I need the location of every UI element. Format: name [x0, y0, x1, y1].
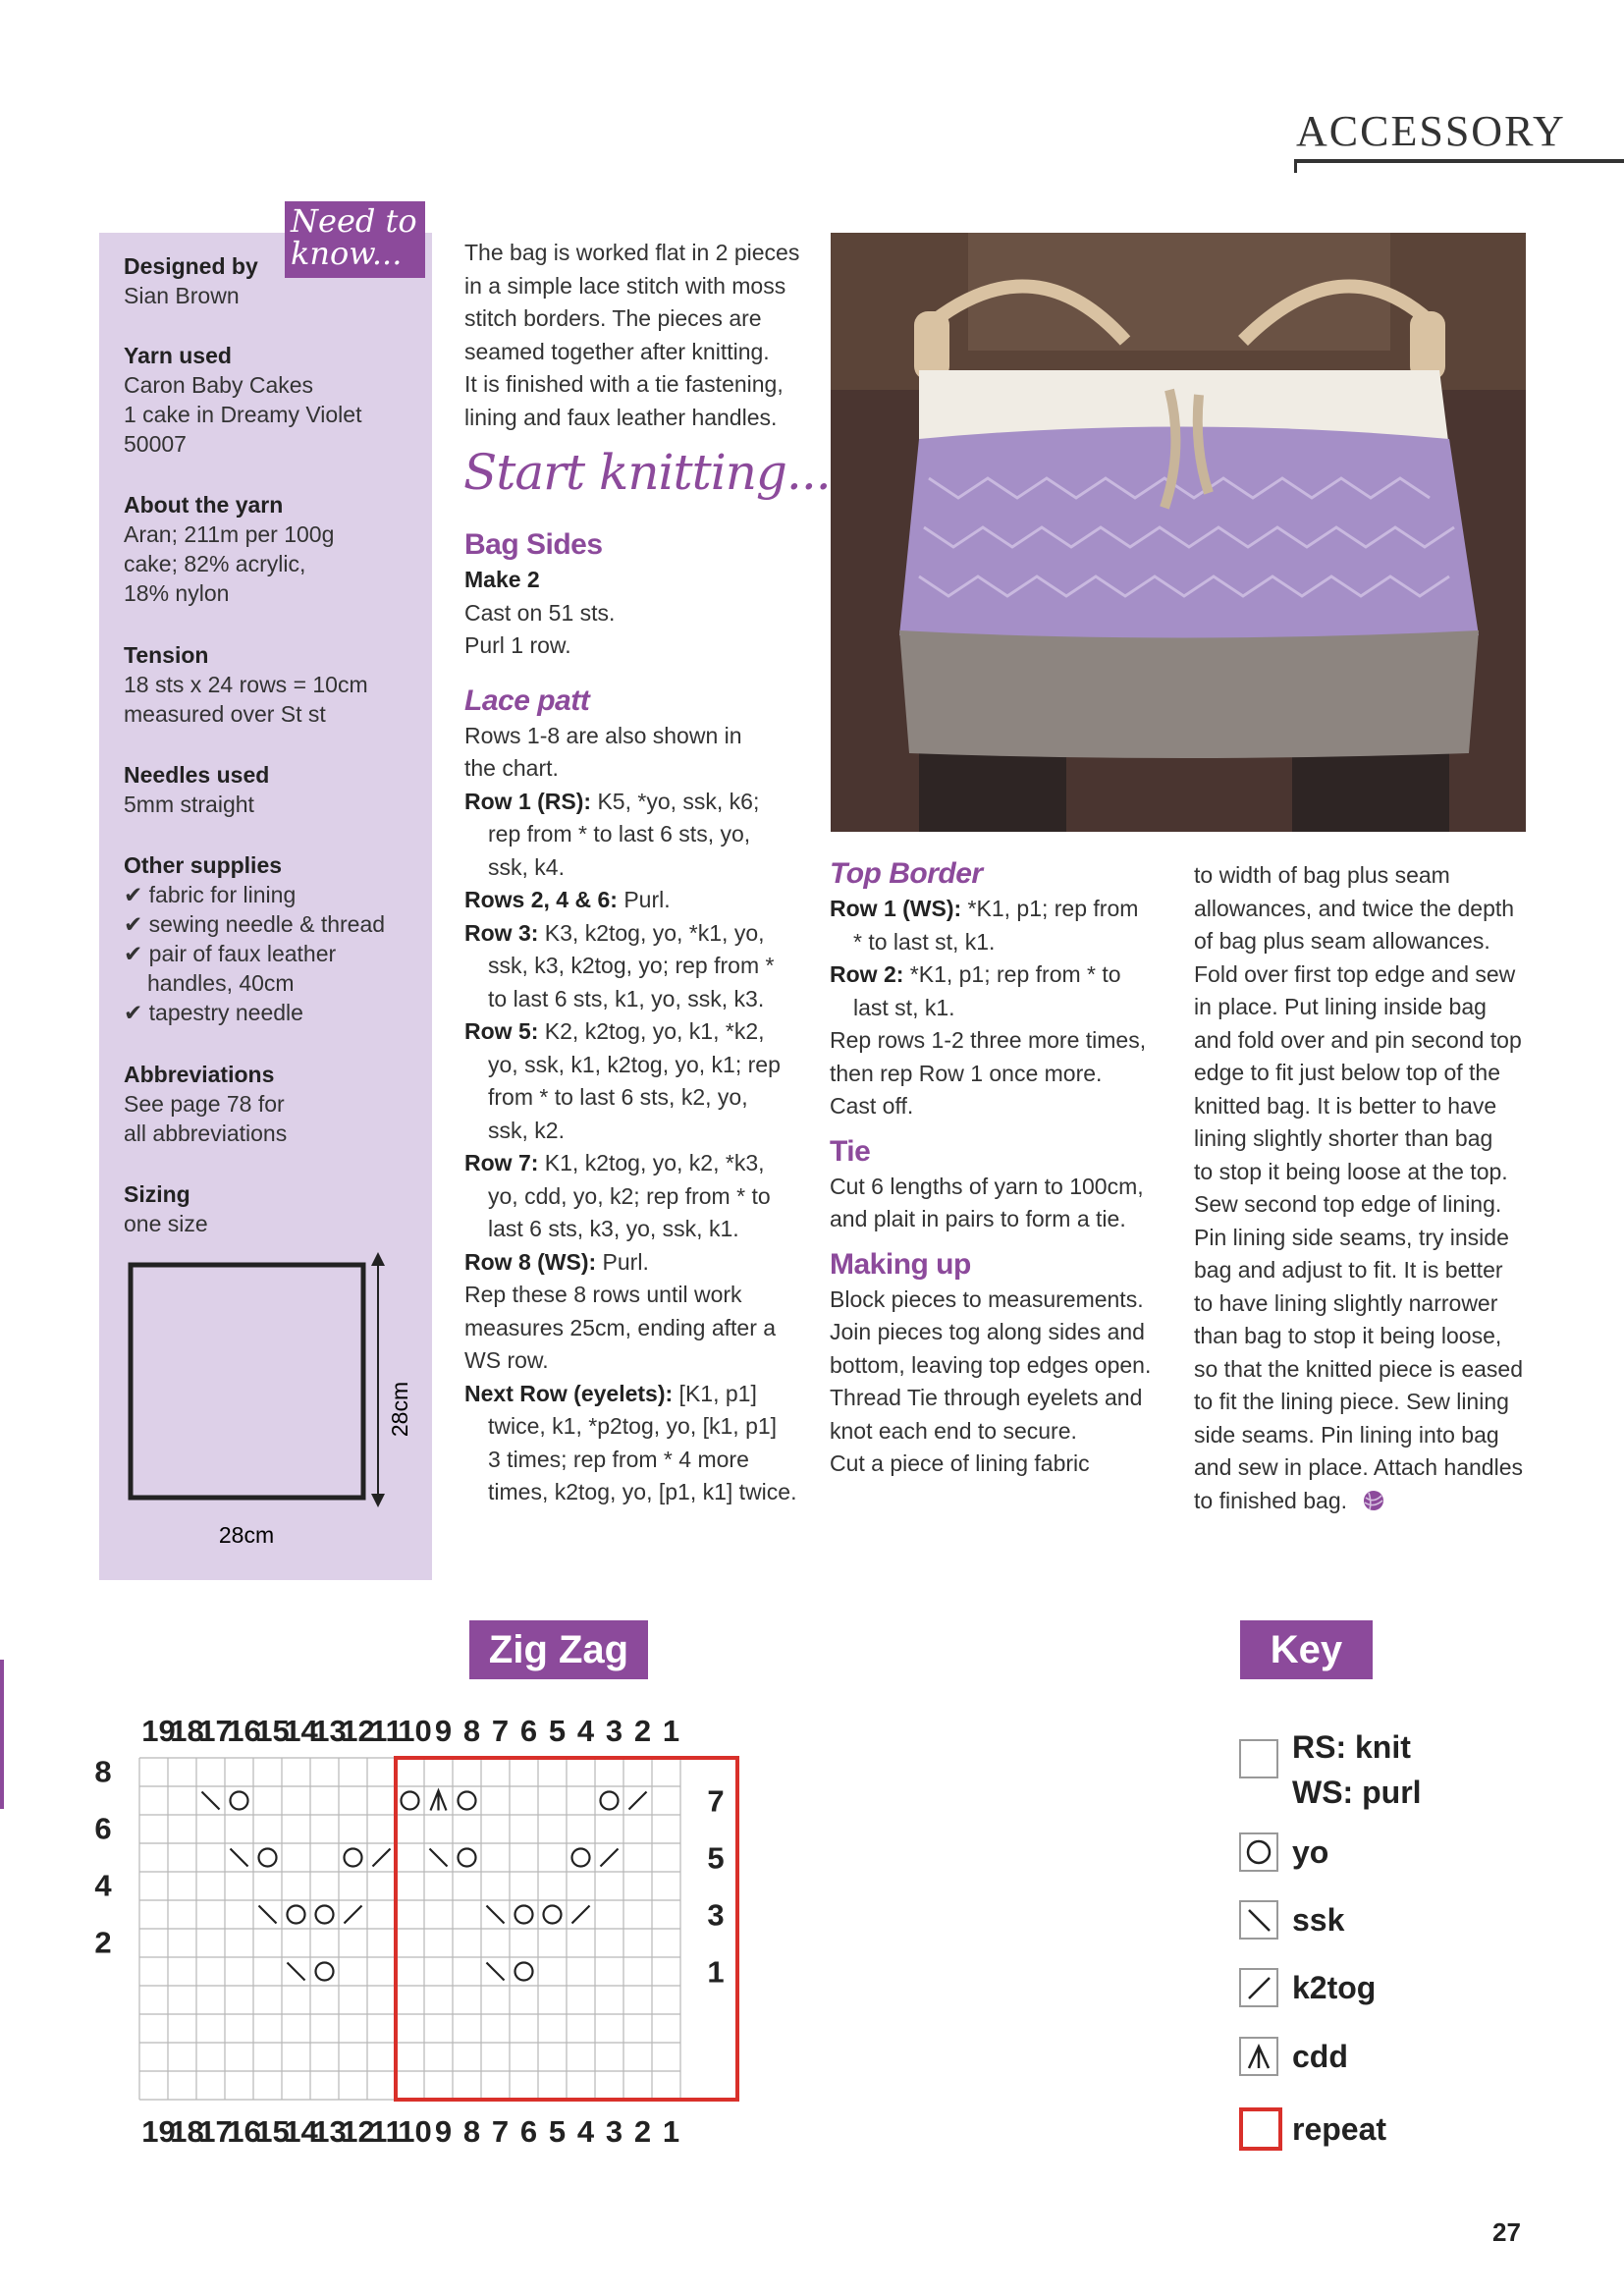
yarn-used-heading: Yarn used [124, 343, 232, 368]
bag-photo [831, 233, 1526, 832]
intro-line: lining and faux leather handles. [464, 404, 778, 430]
column-number: 7 [491, 2114, 510, 2149]
tb-row-1: Row 1 (WS): *K1, p1; rep from [830, 896, 1139, 921]
yo-symbol [259, 1849, 277, 1867]
column-number: 7 [491, 1714, 510, 1748]
needles-heading: Needles used [124, 762, 270, 788]
making-up-line: Block pieces to measurements. [830, 1285, 1144, 1312]
row-7-cont: yo, cdd, yo, k2; rep from * to [488, 1182, 771, 1209]
tension-heading: Tension [124, 642, 209, 668]
column-number: 1 [662, 1714, 680, 1748]
yo-symbol [572, 1849, 590, 1867]
column-number: 11 [370, 1714, 403, 1748]
needles-block [124, 760, 418, 819]
making-up-cont: in place. Put lining inside bag [1194, 994, 1487, 1019]
column-number: 13 [312, 1714, 347, 1748]
arrow-head-bottom [371, 1494, 385, 1507]
key-cdd-label: cdd [1292, 2039, 1348, 2074]
column-number: 15 [255, 1714, 290, 1748]
sizing-value: one size [124, 1211, 208, 1236]
intro-line: in a simple lace stitch with moss [464, 272, 786, 299]
tension-block [124, 640, 418, 729]
making-up-cont: to stop it being loose at the top. [1194, 1158, 1508, 1184]
arrow-head-top [371, 1252, 385, 1266]
yarn-ball-icon [1363, 1490, 1384, 1511]
yo-symbol [515, 1963, 533, 1981]
key-k2tog-label: k2tog [1292, 1970, 1377, 2005]
top-border-heading: Top Border [830, 857, 983, 890]
tb-note: Cast off. [830, 1093, 914, 1119]
abbreviations-line: See page 78 for [124, 1091, 285, 1117]
sizing-block [124, 1179, 418, 1238]
yo-symbol [316, 1906, 334, 1924]
tb-note: then rep Row 1 once more. [830, 1060, 1103, 1086]
pattern-column-3 [1194, 859, 1606, 1517]
column-number: 12 [341, 2114, 375, 2149]
making-up-cont: Fold over first top edge and sew [1194, 960, 1516, 987]
supplies-item: ✔ pair of faux leather [124, 941, 337, 966]
column-number: 17 [198, 1714, 233, 1748]
making-up-cont: than bag to stop it being loose, [1194, 1323, 1502, 1348]
making-up-line: knot each end to secure. [830, 1417, 1077, 1444]
column-number: 3 [605, 2114, 623, 2149]
making-up-cont: Pin lining side seams, try inside [1194, 1224, 1509, 1250]
ssk-symbol [430, 1849, 448, 1867]
yo-symbol [544, 1906, 562, 1924]
row-number-right: 3 [707, 1897, 725, 1933]
key-ssk-label: ssk [1292, 1902, 1345, 1938]
tb-note: Rep rows 1-2 three more times, [830, 1027, 1147, 1053]
ssk-symbol [487, 1906, 505, 1924]
section-label: ACCESSORY [1296, 107, 1566, 155]
k2tog-symbol [373, 1849, 391, 1867]
row-3-cont: ssk, k3, k2tog, yo; rep from * [488, 953, 775, 978]
column-number: 10 [398, 1714, 432, 1748]
tie-line: Cut 6 lengths of yarn to 100cm, [830, 1173, 1144, 1199]
page-edge-accent [0, 1660, 4, 1809]
column-number: 19 [141, 2114, 176, 2149]
yo-symbol [515, 1906, 533, 1924]
chart-numbers [94, 1714, 724, 2149]
repeat-note: WS row. [464, 1347, 549, 1373]
supplies-block [124, 850, 418, 1027]
column-number: 16 [227, 1714, 261, 1748]
supplies-item: ✔ sewing needle & thread [124, 911, 386, 937]
next-row-cont: 3 times; rep from * 4 more [488, 1446, 749, 1472]
about-yarn-line: Aran; 211m per 100g [124, 521, 335, 547]
needles-value: 5mm straight [124, 792, 254, 817]
column-number: 10 [398, 2114, 432, 2149]
row-number-left: 8 [94, 1754, 112, 1789]
next-row-cont: twice, k1, *p2tog, yo, [k1, p1] [488, 1413, 778, 1439]
about-yarn-line: cake; 82% acrylic, [124, 551, 306, 576]
column-number: 2 [633, 1714, 652, 1748]
row-1-cont: rep from * to last 6 sts, yo, [488, 821, 751, 847]
making-up-cont: knitted bag. It is better to have [1194, 1092, 1497, 1119]
column-number: 5 [548, 2114, 567, 2149]
repeat-note: Rep these 8 rows until work [464, 1282, 742, 1307]
making-up-cont: lining slightly shorter than bag [1194, 1125, 1493, 1151]
about-yarn-line: 18% nylon [124, 580, 230, 606]
k2tog-symbol [629, 1792, 647, 1810]
column-number: 9 [434, 2114, 453, 2149]
yo-symbol [459, 1792, 476, 1810]
column-number: 15 [255, 2114, 290, 2149]
row-7-cont: last 6 sts, k3, yo, ssk, k1. [488, 1216, 739, 1241]
column-number: 12 [341, 1714, 375, 1748]
row-number-right: 7 [707, 1783, 725, 1819]
sizing-diagram [118, 1252, 412, 1557]
designed-by-block [124, 251, 418, 310]
abbreviations-line: all abbreviations [124, 1121, 288, 1146]
yarn-used-line: 1 cake in Dreamy Violet [124, 402, 362, 427]
intro-line: It is finished with a tie fastening, [464, 371, 784, 397]
column-number: 18 [170, 2114, 204, 2149]
making-up-cont: to fit the lining piece. Sew lining [1194, 1389, 1509, 1414]
making-up-cont: so that the knitted piece is eased [1194, 1355, 1523, 1382]
making-up-line: Cut a piece of lining fabric [830, 1450, 1090, 1476]
designed-by-heading: Designed by [124, 253, 258, 279]
yo-symbol [601, 1792, 619, 1810]
abbreviations-heading: Abbreviations [124, 1062, 275, 1087]
key-yo-label: yo [1292, 1834, 1329, 1870]
column-number: 19 [141, 1714, 176, 1748]
row-1-cont: ssk, k4. [488, 853, 565, 880]
column-number: 13 [312, 2114, 347, 2149]
making-up-cont: to width of bag plus seam [1194, 862, 1450, 888]
tie-heading: Tie [830, 1134, 871, 1168]
making-up-cont: bag and adjust to fit. It is better [1194, 1257, 1503, 1283]
tb-row-2-cont: last st, k1. [853, 994, 955, 1020]
column-number: 8 [462, 2114, 481, 2149]
repeat-symbol [1239, 2107, 1282, 2151]
height-label: 28cm [387, 1381, 412, 1438]
column-number: 2 [633, 2114, 652, 2149]
making-up-cont: edge to fit just below top of the [1194, 1060, 1500, 1085]
intro-line: stitch borders. The pieces are [464, 305, 762, 331]
ssk-symbol [288, 1963, 305, 1981]
making-up-line: Join pieces tog along sides and [830, 1319, 1145, 1344]
column-number: 5 [548, 1714, 567, 1748]
badge-line-1: Need to [291, 202, 417, 240]
lace-note: the chart. [464, 755, 559, 781]
making-up-line: bottom, leaving top edges open. [830, 1351, 1152, 1378]
supplies-item-cont: handles, 40cm [147, 970, 295, 996]
row-8: Row 8 (WS): Purl. [464, 1248, 649, 1275]
lace-patt-heading: Lace patt [464, 683, 590, 717]
supplies-item: ✔ fabric for lining [124, 882, 297, 907]
key-repeat-label: repeat [1292, 2111, 1387, 2147]
bag-sides-heading: Bag Sides [464, 528, 603, 561]
tension-line: measured over St st [124, 701, 326, 727]
column-number: 8 [462, 1714, 481, 1748]
repeat-note: measures 25cm, ending after a [464, 1314, 777, 1340]
making-up-cont: of bag plus seam allowances. [1194, 928, 1490, 954]
sizing-heading: Sizing [124, 1181, 190, 1207]
row-7: Row 7: K1, k2tog, yo, k2, *k3, [464, 1150, 765, 1175]
row-3-cont: to last 6 sts, k1, yo, ssk, k3. [488, 985, 765, 1011]
bag-outline [131, 1265, 363, 1498]
column-number: 4 [576, 1714, 595, 1748]
row-5: Row 5: K2, k2tog, yo, k1, *k2, [464, 1018, 765, 1044]
making-up-cont: allowances, and twice the depth [1194, 895, 1515, 921]
making-up-cont: and sew in place. Attach handles [1194, 1454, 1524, 1480]
key-knit-label-ws: WS: purl [1292, 1775, 1422, 1810]
key-title: Key [1240, 1620, 1373, 1679]
make-2: Make 2 [464, 567, 540, 592]
purl-row: Purl 1 row. [464, 632, 571, 658]
next-row: Next Row (eyelets): [K1, p1] [464, 1380, 757, 1406]
section-rule [1294, 159, 1624, 163]
yo-symbol [288, 1906, 305, 1924]
k2tog-symbol-icon [1239, 1968, 1278, 2007]
making-up-cont: Sew second top edge of lining. [1194, 1191, 1502, 1217]
chart-title: Zig Zag [469, 1620, 648, 1679]
row-1: Row 1 (RS): K5, *yo, ssk, k6; [464, 788, 760, 814]
column-number: 17 [198, 2114, 233, 2149]
supplies-item: ✔ tapestry needle [124, 1000, 303, 1025]
yo-symbol-icon [1239, 1832, 1278, 1872]
badge-line-2: know... [291, 235, 403, 272]
row-5-cont: from * to last 6 sts, k2, yo, [488, 1084, 748, 1110]
section-rule-tick [1294, 159, 1297, 173]
abbreviations-block [124, 1060, 418, 1148]
ssk-symbol [259, 1906, 277, 1924]
column-number: 16 [227, 2114, 261, 2149]
row-number-right: 5 [707, 1840, 725, 1876]
row-number-left: 2 [94, 1925, 112, 1960]
cast-on: Cast on 51 sts. [464, 599, 616, 626]
row-5-cont: yo, ssk, k1, k2tog, yo, k1; rep [488, 1051, 781, 1077]
column-number: 6 [519, 1714, 538, 1748]
k2tog-symbol [601, 1849, 619, 1867]
width-label: 28cm [218, 1522, 275, 1548]
tb-row-2: Row 2: *K1, p1; rep from * to [830, 961, 1121, 987]
row-number-left: 6 [94, 1811, 112, 1846]
intro-line: seamed together after knitting. [464, 338, 770, 364]
row-number-left: 4 [94, 1868, 112, 1903]
tie-line: and plait in pairs to form a tie. [830, 1206, 1126, 1231]
designed-by-value: Sian Brown [124, 283, 240, 308]
pattern-column-2 [830, 855, 1193, 1481]
zig-zag-chart [88, 1704, 1011, 2156]
intro-text [464, 237, 828, 434]
column-number: 1 [662, 2114, 680, 2149]
about-yarn-heading: About the yarn [124, 492, 284, 518]
column-number: 18 [170, 1714, 204, 1748]
making-up-cont: to have lining slightly narrower [1194, 1289, 1498, 1316]
ssk-symbol [231, 1849, 248, 1867]
k2tog-symbol [572, 1906, 590, 1924]
knit-symbol [1239, 1739, 1278, 1778]
supplies-heading: Other supplies [124, 852, 283, 878]
ssk-symbol [202, 1792, 220, 1810]
row-3: Row 3: K3, k2tog, yo, *k1, yo, [464, 919, 765, 946]
yo-symbol [459, 1849, 476, 1867]
about-yarn-block [124, 490, 418, 608]
making-up-cont: side seams. Pin lining into bag [1194, 1421, 1499, 1448]
tb-row-1-cont: * to last st, k1. [853, 928, 996, 955]
rows-2-4-6: Rows 2, 4 & 6: Purl. [464, 887, 671, 912]
k2tog-symbol [345, 1906, 362, 1924]
start-knitting-heading: Start knitting... [463, 444, 831, 501]
yarn-used-block [124, 341, 418, 459]
making-up-cont: to finished bag. [1194, 1485, 1606, 1518]
yo-symbol [345, 1849, 362, 1867]
next-row-cont: times, k2tog, yo, [p1, k1] twice. [488, 1479, 797, 1504]
ssk-symbol-icon [1239, 1900, 1278, 1940]
column-number: 6 [519, 2114, 538, 2149]
making-up-heading: Making up [830, 1247, 971, 1281]
row-5-cont: ssk, k2. [488, 1117, 565, 1143]
lace-note: Rows 1-8 are also shown in [464, 722, 742, 748]
intro-line: The bag is worked flat in 2 pieces [464, 240, 800, 265]
page-number: 27 [1492, 2217, 1521, 2247]
yo-symbol [316, 1963, 334, 1981]
yarn-used-line: Caron Baby Cakes [124, 372, 314, 398]
column-number: 11 [370, 2114, 403, 2149]
yo-symbol [231, 1792, 248, 1810]
cdd-symbol-icon [1239, 2037, 1278, 2076]
yarn-used-line: 50007 [124, 431, 187, 457]
column-number: 14 [284, 1714, 318, 1748]
pattern-column-1 [464, 526, 828, 1509]
making-up-cont: and fold over and pin second top [1194, 1026, 1522, 1053]
column-number: 3 [605, 1714, 623, 1748]
row-number-right: 1 [707, 1954, 725, 1990]
column-number: 14 [284, 2114, 318, 2149]
ssk-symbol [487, 1963, 505, 1981]
key-knit-label-rs: RS: knit [1292, 1729, 1411, 1765]
column-number: 4 [576, 2114, 595, 2149]
column-number: 9 [434, 1714, 453, 1748]
tension-line: 18 sts x 24 rows = 10cm [124, 672, 368, 697]
making-up-line: Thread Tie through eyelets and [830, 1385, 1143, 1410]
cdd-symbol [431, 1791, 447, 1811]
yo-symbol [402, 1792, 419, 1810]
